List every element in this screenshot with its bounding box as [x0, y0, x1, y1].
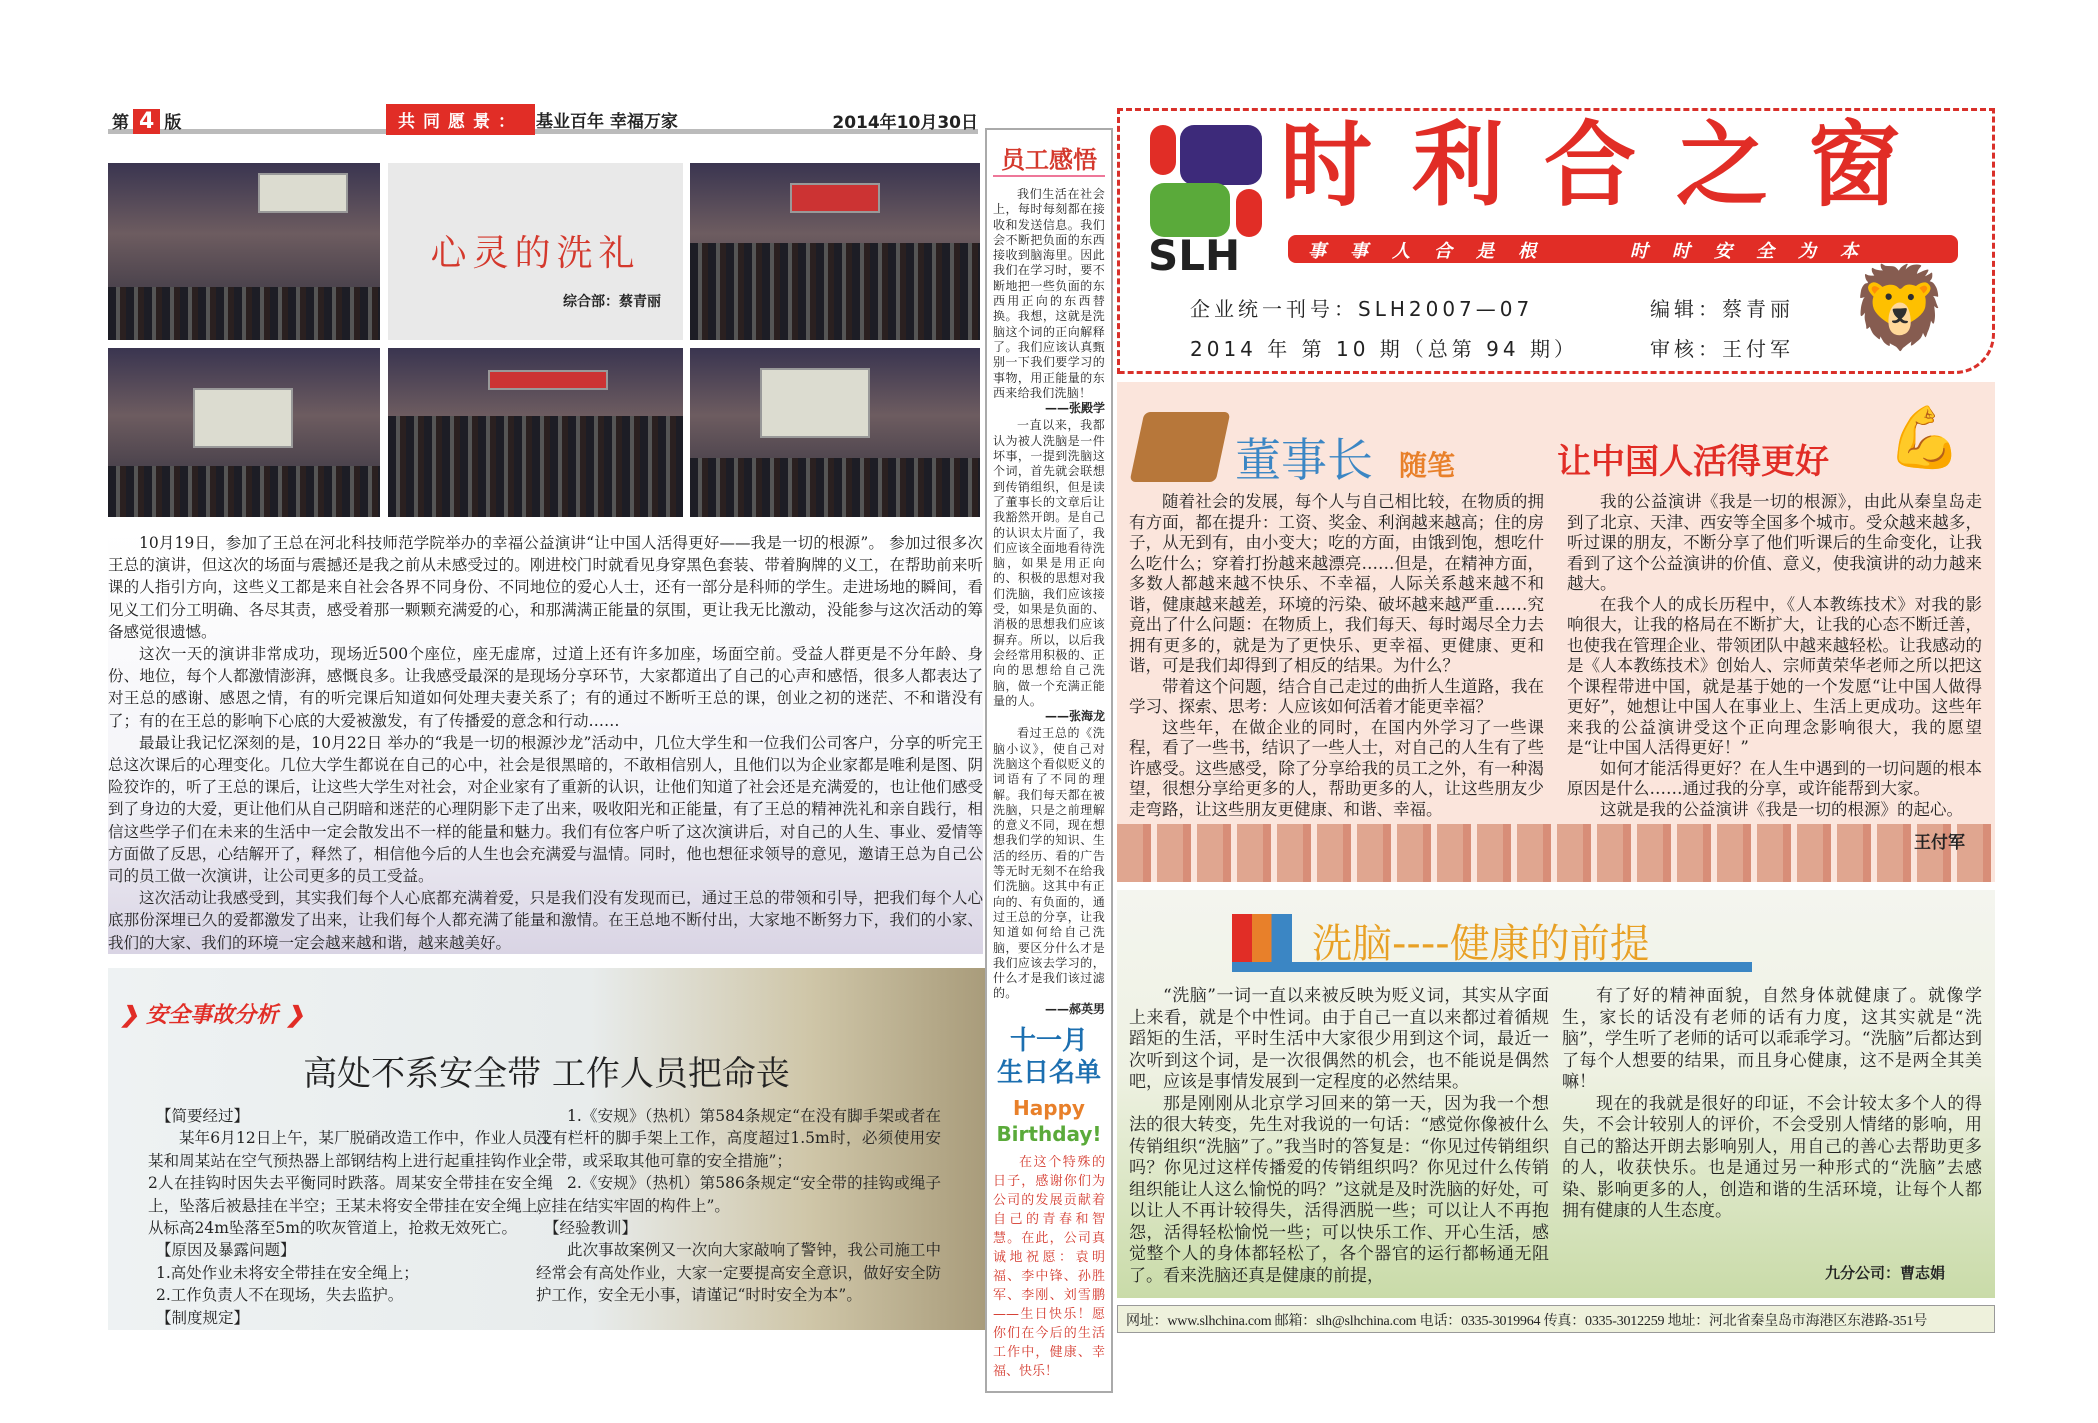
photo-stage-group [690, 348, 980, 517]
safety-section [108, 968, 985, 1330]
edition-number: 4 [133, 109, 160, 134]
photo-interview [108, 163, 380, 340]
masthead [1117, 108, 1995, 374]
slogan-band: 事事人合是根 时时安全为本 [1288, 235, 1958, 263]
arrow-icon: ❯ [278, 1002, 305, 1028]
paragraph: 那是刚刚从北京学习回来的第一天，因为我一个想法的很大转变，先生对我说的一句话：“感觉你像被什么传销组织“洗脑”了。”我当时的答复是：“你见过传销组织吗？你见过这样传播爱的传销组织吗？你见过什么传销组织能让人这么愉悦的吗？”这就是及时洗脑的好处，可以让人不再计较得失，活得洒脱一些；可以让人不再抱怨，活得轻松愉悦一些；可以快乐工作、开心生活，感觉整个人的身体都轻松了，各个器官的运行都畅通无阻了。看来洗脑还真是健康的前提， [1129, 1093, 1549, 1286]
cheering-crowd-graphic [1117, 824, 1995, 882]
paragraph: 这次活动让我感受到，其实我们每个人心底都充满着爱，只是我们没有发现而已，通过王总的带领和引导，把我们每个人心底那份深埋已久的爱都激发了出来，让我们每个人都充满了能量和激情。在王总地不断付出，大家地不断努力下，我们的小家、我们的大家、我们的环境一定会越来越和谐，越来越美好。 [108, 889, 983, 952]
newspaper-title: 时利合之窗 [1280, 112, 1941, 219]
photo-stage-screen [108, 348, 380, 517]
paragraph: 有了好的精神面貌，自然身体就健康了。就像学生，家长的话没有老师的话有力度，这其实就是“洗脑”，学生听了老师的话可以乖乖学习。“洗脑”后都达到了每个人想要的结果，而且身心健康，这不是两全其美嘛！ [1562, 986, 1982, 1092]
feature-byline: 综合部：蔡青丽 [563, 294, 661, 310]
paragraph: 这些年，在做企业的同时，在国内外学习了一些课程，看了一些书，结识了一些人士，对自己的人生有了些许感受。这些感受，除了分享给我的员工之外，有一种渴望，很想分享给更多的人，帮助更多的人，让这些朋友少走弯路，让这些朋友更健康、和谐、幸福。 [1129, 717, 1544, 819]
paragraph: 10月19日，参加了王总在河北科技师范学院举办的幸福公益演讲“让中国人活得更好——我是一切的根源”。 参加过很多次王总的演讲，但这次的场面与震撼还是我之前从未感受过的。刚进校门时就看见身穿黑色套装、带着胸牌的义工，在帮助前来听课的人指引方向，这些义工都是来自社会各界不同身份、不同地位的爱心人士，还有一部分是科师的学生。走进场地的瞬间，看见义工们分工明确、各尽其责，感受着那一颗颗充满爱的心，和那满满正能量的氛围，更让我无比激动，没能参与这次活动的筹备感觉很遗憾。 [108, 534, 983, 641]
staff-insights-column [985, 128, 1113, 1393]
paragraph: 带着这个问题，结合自己走过的曲折人生道路，我在学习、探索、思考：人应该如何活着才能更幸福？ [1129, 676, 1544, 716]
cartoon-man-icon: 💪 [1887, 403, 1962, 473]
staff-entry-text: 看过王总的《洗脑小议》，使自己对洗脑这个看似贬义的词语有了不同的理解。我们每天都在被洗脑，只是之前理解的意义不同，现在想想我们学的知识、生活的经历、看的广告等无时无刻不在给我们洗脑。这其中有正向的、有负面的，通过王总的分享，让我知道如何给自己洗脑，要区分什么才是我们应该去学习的，什么才是我们该过滤的。 [993, 726, 1105, 1001]
subheading: 【简要经过】 [156, 1107, 250, 1125]
chairman-essay [1117, 382, 1995, 882]
safety-column-2 [536, 1105, 941, 1307]
subheading: 【经验教训】 [544, 1219, 638, 1238]
photo-crowd [388, 348, 683, 517]
brainwash-column-1 [1129, 986, 1549, 1287]
paragraph: “洗脑”一词一直以来被反映为贬义词，其实从字面上来看，就是个中性词。由于自己一直以来都过着循规蹈矩的生活，平时生活中大家很少用到这个词，最近一次听到这个词，是一次很偶然的机会，也不能说是偶然吧，应该是事情发展到一定程度的必然结果。 [1129, 986, 1549, 1092]
brainwash-title: 洗脑----健康的前提 [1312, 921, 1650, 967]
issn: 企业统一刊号：SLH2007—07 [1190, 297, 1534, 321]
feature-title-box [388, 163, 683, 340]
chairman-heading: 董事长 [1235, 433, 1373, 487]
paragraph: 这就是我的公益演讲《我是一切的根源》的起心。 [1600, 799, 1963, 819]
editor: 编辑：蔡青丽 [1650, 297, 1794, 321]
essay-column-2 [1567, 492, 1982, 820]
subheading: 2.工作负责人不在现场，失去监护。 [156, 1286, 404, 1305]
paragraph: 随着社会的发展，每个人与自己相比较，在物质的拥有方面，都在提升：工资、奖金、利润越来越高；住的房子，从无到有，由小变大；吃的方面，由饿到饱，想吃什么吃什么；穿着打扮越来越漂亮……但是，在精神方面，多数人都越来越不快乐、不幸福，人际关系越来越不和谐，健康越来越差，环境的污染、破坏越来越严重……究竟出了什么问题：在物质上，我们每天、每时竭尽全力去拥有更多的，就是为了更快乐、更幸福、更健康、更和谐，可是我们却得到了相反的结果。为什么？ [1129, 492, 1544, 675]
page-header [108, 104, 978, 134]
subheading: 【制度规定】 [156, 1308, 250, 1327]
issue-date: 2014年10月30日 [832, 113, 978, 133]
book-icon [1130, 412, 1231, 482]
subheading: 【原因及暴露问题】 [156, 1241, 296, 1260]
photo-audience-hall [690, 163, 980, 340]
chairman-heading-suffix: 随笔 [1399, 449, 1456, 482]
paragraph: 这次一天的演讲非常成功，现场近500个座位，座无虚席，过道上还有许多加座，场面空前。受益人群更是不分年龄、身份、地位，每个人都激情澎湃，感慨良多。让我感受最深的是现场分享环节，大家都道出了自己的心声和感悟，很多人都表达了对王总的感谢、感恩之情，有的听完课后知道如何处理夫妻关系了；有的通过不断听王总的课，创业之初的迷茫、不和谐没有了；有的在王总的影响下心底的大爱被激发，有了传播爱的意念和行动…… [108, 645, 983, 730]
staff-insights-title: 员工感悟 [993, 140, 1105, 177]
brainwash-author: 九分公司：曹志娟 [1824, 1264, 1945, 1282]
paragraph: 现在的我就是很好的印证，不会计较太多个人的得失，不会计较别人的评价，不会受别人情绪的影响，用自己的豁达开朗去影响别人，用自己的善心去帮助更多的人，收获快乐。也是通过另一种形式的“洗脑”去感染、影响更多的人，创造和谐的生活环境，让每个人都拥有健康的人生态度。 [1562, 1093, 1982, 1221]
safety-column-1 [148, 1105, 553, 1329]
edition-label: 第 4 版 [112, 109, 182, 134]
birthday-text: 在这个特殊的日子，感谢你们为公司的发展贡献着自己的青春和智慧。在此，公司真诚地祝愿：袁明福、李中锋、孙胜军、李刚、刘雪鹏——生日快乐！愿你们在今后的生活工作中，健康、幸福、快乐！ [993, 1155, 1105, 1380]
essay-author: 王付军 [1914, 833, 1965, 853]
feature-title: 心灵的洗礼 [430, 233, 641, 274]
section-tag: ❯ 安全事故分析 ❯ [120, 1002, 305, 1028]
staff-entry-author: ——张殿学 [1044, 401, 1105, 416]
brainwash-article [1117, 890, 1995, 1298]
staff-entry-text: 我们生活在社会上，每时每刻都在接收和发送信息。我们会不断把负面的东西接收到脑海里。因此我们在学习时，要不断地把一些负面的东西用正向的东西替换。我想，这就是洗脑这个词的正向解释了。我们应该认真甄别一下我们要学习的事物，用正能量的东西来给我们洗脑！ [993, 187, 1105, 400]
reviewer: 审核：王付军 [1650, 337, 1794, 361]
paragraph: 在我个人的成长历程中，《人本教练技术》对我的影响很大，让我的格局在不断扩大，让我的心态不断迁善，也使我在管理企业、带领团队中越来越轻松。让我感动的是《人本教练技术》创始人、宗师黄荣华老师之所以把这个课程带进中国，就是基于她的一个发愿“让中国人做得更好”，她想让中国人在事业上、生活上更成功。这些年来我的公益演讲受这个正向理念影响很大，我的愿望是“让中国人活得更好！” [1567, 594, 1982, 757]
paragraph: 某年6月12日上午，某厂脱硝改造工作中，作业人员王某和周某站在空气预热器上部钢结构上进行起重挂钩作业，2人在挂钩时因失去平衡同时跌落。周某安全带挂在安全绳上，坠落后被悬挂在半空；王某未将安全带挂在安全绳上，从标高24m坠落至5m的吹灰管道上，抢救无效死亡。 [148, 1129, 553, 1238]
paragraph: 如何才能活得更好？在人生中遇到的一切问题的根本原因是什么……通过我的分享，或许能帮到大家。 [1567, 758, 1982, 798]
staff-entries [993, 187, 1105, 1017]
essay-subheading: 让中国人活得更好 [1557, 442, 1829, 482]
staff-entry-text: 一直以来，我都认为被人洗脑是一件坏事，一提到洗脑这个词，首先就会联想到传销组织，但是读了董事长的文章后让我豁然开朗。是自己的认识太片面了，我们应该全面地看待洗脑，如果是用正向的、积极的思想对我们洗脑，我们应该接受，如果是负面的、消极的思想我们应该摒弃。所以，以后我会经常用积极的、正向的思想给自己洗脑，做一个充满正能量的人。 [993, 418, 1105, 708]
slh-logo [1150, 125, 1262, 237]
happy-birthday-graphic: Happy Birthday! [996, 1096, 1102, 1147]
paragraph: 2.《安规》（热机）第586条规定“安全带的挂钩或绳子应挂在结实牢固的构件上”。 [536, 1174, 941, 1215]
paragraph: 1.《安规》（热机）第584条规定“在没有脚手架或者在没有栏杆的脚手架上工作，高度超过1.5m时，必须使用安全带，或采取其他可靠的安全措施”； [536, 1107, 941, 1170]
vision-motto: 基业百年 幸福万家 [536, 112, 678, 132]
feature-article [108, 532, 983, 954]
staff-entry-author: ——郝英男 [1044, 1001, 1105, 1016]
subheading: 1.高处作业未将安全带挂在安全绳上； [156, 1263, 419, 1282]
logo-text: SLH [1148, 231, 1241, 280]
staff-entry-author: ——张海龙 [1044, 709, 1105, 724]
lion-mascot-icon: 🦁 [1850, 261, 1950, 354]
essay-column-1 [1129, 492, 1544, 820]
birthday-title: 十一月 生日名单 [996, 1026, 1101, 1089]
brainwash-column-2 [1562, 986, 1982, 1223]
paragraph: 我的公益演讲《我是一切的根源》，由此从秦皇岛走到了北京、天津、西安等全国多个城市。受众越来越多，听过课的朋友，不断分享了他们听课后的生命变化，让我看到了这个公益演讲的价值、意义，使我演讲的动力越来越大。 [1567, 492, 1982, 593]
issue-number: 2014 年 第 10 期（总第 94 期） [1190, 337, 1578, 361]
arrow-icon: ❯ [120, 1002, 147, 1028]
paragraph: 最最让我记忆深刻的是，10月22日 举办的“我是一切的根源沙龙”活动中，几位大学生和一位我们公司客户，分享的听完王总这次课后的心理变化。几位大学生都说在自己的心中，社会是很黑暗的，不敢相信别人，且他们以为企业家都是唯利是图、阴险狡诈的，听了王总的课后，让这些大学生对社会，对企业家有了重新的认识，让他们知道了社会还是充满爱的，也让他们感受到了身边的大爱，更让他们从自己阴暗和迷茫的心理阴影下走了出来，吸收阳光和正能量，有了王总的精神洗礼和亲自践行，相信这些学子们在未来的生活中一定会散发出不一样的能量和魅力。我们有位客户听了这次演讲后，对自己的人生、事业、爱情等方面做了反思，心结解开了，释然了，相信他今后的人生也会充满爱与温情。同时，他也想征求领导的意见，邀请王总为自己公司的员工做一次演讲，让公司更多的员工受益。 [108, 733, 983, 886]
vision-label: 共同愿景： [386, 104, 535, 135]
paragraph: 此次事故案例又一次向大家敲响了警钟，我公司施工中经常会有高处作业，大家一定要提高安全意识，做好安全防护工作，安全无小事，请谨记“时时安全为本”。 [536, 1241, 941, 1305]
contact-footer: 网址：www.slhchina.com 邮箱：slh@slhchina.com 电话：0335-3019964 传真：0335-3012259 地址：河北省秦皇岛市海港区东港路-351号 [1117, 1305, 1995, 1333]
safety-headline: 高处不系安全带 工作人员把命丧 [303, 1054, 790, 1094]
